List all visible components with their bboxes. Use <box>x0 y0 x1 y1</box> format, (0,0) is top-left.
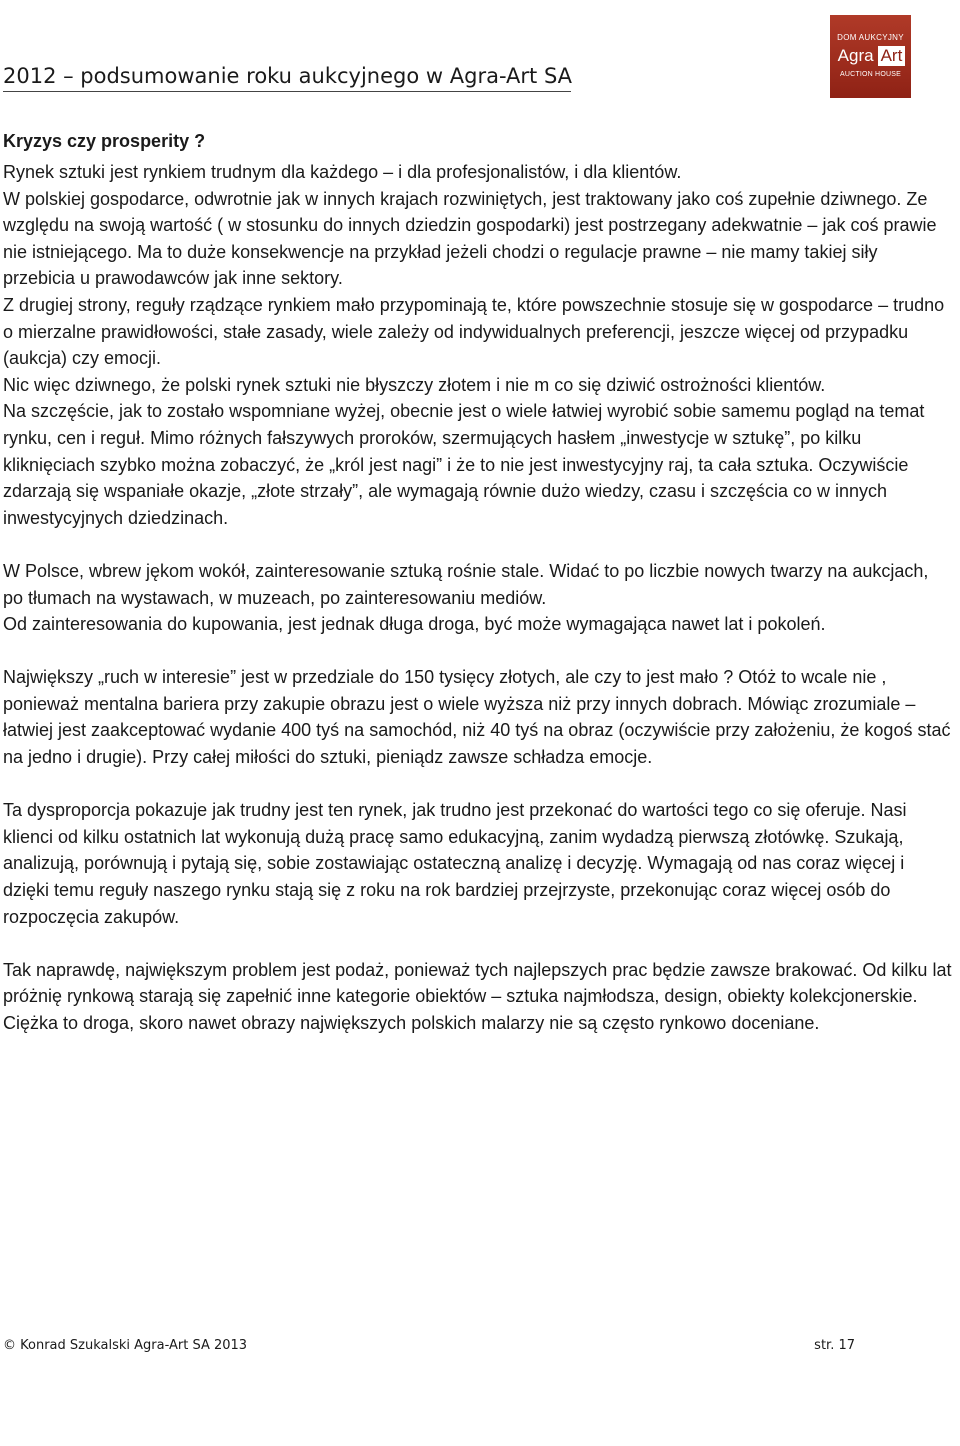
logo-top-text: DOM AUKCYJNY <box>837 33 904 42</box>
logo-brand-left: Agra <box>837 46 874 65</box>
paragraph: Od zainteresowania do kupowania, jest jednak długa droga, być może wymagająca nawet lat i pokoleń. <box>3 614 826 635</box>
paragraph: Największy „ruch w interesie” jest w przedziale do 150 tysięcy złotych, ale czy to jest mało ? Otóż to wcale nie , ponieważ mentalna bariera przy zakupie obrazu jest o wiele wyższa niż przy innych dobrach. Mówiąc zrozumiale – łatwiej jest zaakceptować wydanie 400 tyś na samochód, niż 40 tyś na obraz (oczywiście przy założeniu, że kogoś stać na jedno i drugie). Przy całej miłości do sztuki, pieniądz zawsze schładza emocje. <box>3 667 951 768</box>
paragraph: Nic więc dziwnego, że polski rynek sztuki nie błyszczy złotem i nie m co się dziwić ostrożności klientów. <box>3 374 826 395</box>
footer-copyright: © Konrad Szukalski Agra-Art SA 2013 <box>3 1338 248 1353</box>
page-header-title: 2012 – podsumowanie roku aukcyjnego w Agra-Art SA <box>3 64 571 92</box>
paragraph: W polskiej gospodarce, odwrotnie jak w innych krajach rozwiniętych, jest traktowany jako coś zupełnie dziwnego. Ze względu na swoją wartość ( w stosunku do innych dziedzin gospodarki) jest postrzegany adekwatnie – jak coś prawie nie istniejącego. Ma to duże konsekwencje na przykład jeżeli chodzi o regulacje prawne – nie mamy takiej siły przebicia u prawodawców jak inne sektory. <box>3 188 937 289</box>
logo-brand <box>836 46 906 66</box>
paragraph: Tak naprawdę, największym problem jest podaż, ponieważ tych najlepszych prac będzie zawsze brakować. Od kilku lat próżnię rynkową starają się zapełnić inne kategorie obiektów – sztuka najmłodsza, design, obiekty kolekcjonerskie. Ciężka to droga, skoro nawet obrazy największych polskich malarzy nie są często rynkowo doceniane. <box>3 959 952 1033</box>
agra-art-logo <box>830 15 911 98</box>
logo-brand-right: Art <box>878 46 906 66</box>
paragraph: Na szczęście, jak to zostało wspomniane wyżej, obecnie jest o wiele łatwiej wyrobić sobie samemu pogląd na temat rynku, cen i reguł. Mimo różnych fałszywych proroków, szermujących hasłem „inwestycje w sztukę”, po kilku kliknięciach szybko można zobaczyć, że „król jest nagi” i że to nie jest inwestycyjny raj, ta cała sztuka. Oczywiście zdarzają się wspaniałe okazje, „złote strzały”, ale wymagają równie dużo wiedzy, czasu i szczęścia co w innych inwestycyjnych dziedzinach. <box>3 401 925 528</box>
section-heading: Kryzys czy prosperity ? <box>3 131 206 151</box>
page-footer <box>3 1338 855 1353</box>
paragraph: W Polsce, wbrew jękom wokół, zainteresowanie sztuką rośnie stale. Widać to po liczbie nowych twarzy na aukcjach, po tłumach na wystawach, w muzeach, po zainteresowaniu mediów. <box>3 560 929 608</box>
page-number: str. 17 <box>814 1338 855 1353</box>
paragraph: Rynek sztuki jest rynkiem trudnym dla każdego – i dla profesjonalistów, i dla klientów. <box>3 162 682 182</box>
article-body <box>3 159 953 1037</box>
paragraph: Z drugiej strony, reguły rządzące rynkiem mało przypominają te, które powszechnie stosuje się w gospodarce – trudno o mierzalne prawidłowości, stałe zasady, wiele zależy od indywidualnych preferencji, jeszcze więcej od przypadku (aukcja) czy emocji. <box>3 294 945 369</box>
paragraph: Ta dysproporcja pokazuje jak trudny jest ten rynek, jak trudno jest przekonać do wartości tego co się oferuje. Nasi klienci od kilku ostatnich lat wykonują dużą pracę samo edukacyjną, zanim wydadzą pierwszą złotówkę. Szukają, analizują, porównują i pytają się, sobie zostawiając ostateczną analizę i decyzję. Wymagają od nas coraz więcej i dzięki temu reguły naszego rynku stają się z roku na rok bardziej przejrzyste, przekonując coraz więcej osób do rozpoczęcia zakupów. <box>3 800 907 927</box>
logo-bottom-text: AUCTION HOUSE <box>840 71 901 78</box>
